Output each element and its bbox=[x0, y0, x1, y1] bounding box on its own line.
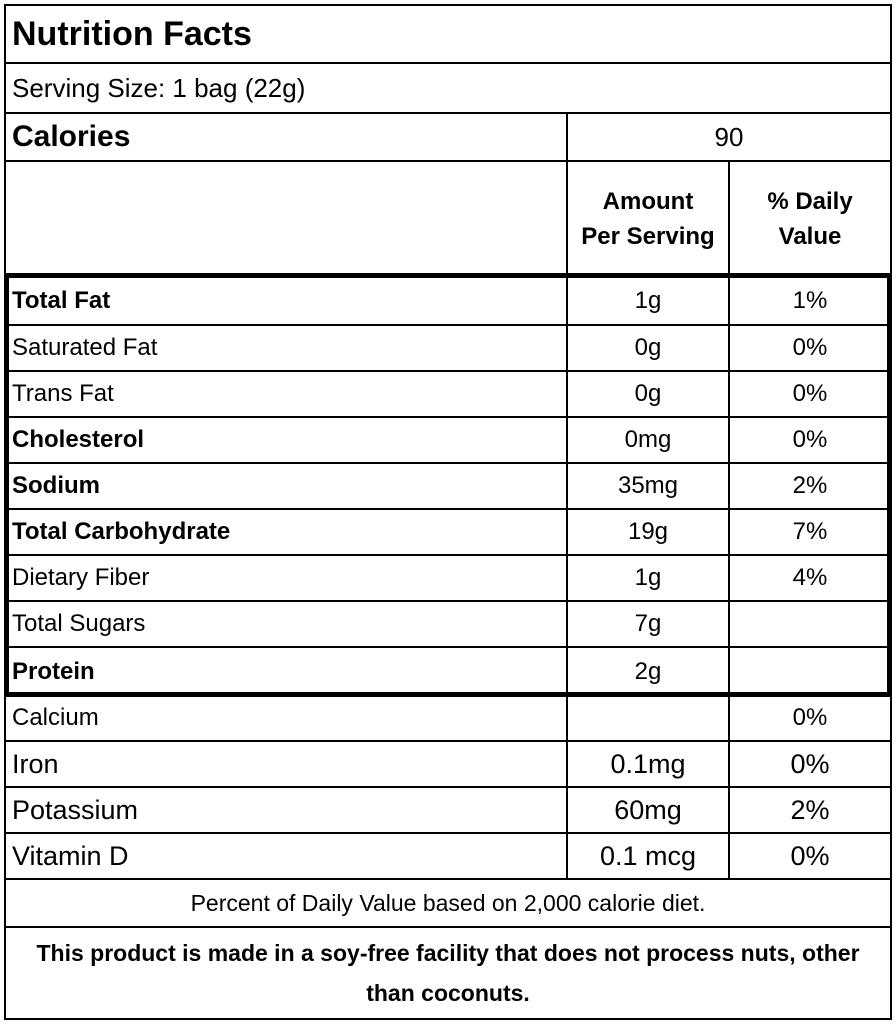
table-row bbox=[6, 602, 890, 648]
table-row bbox=[6, 510, 890, 556]
table-row bbox=[6, 742, 890, 788]
amount-header-line2: Per Serving bbox=[581, 223, 715, 250]
mineral-name: Calcium bbox=[12, 704, 99, 731]
facility-disclaimer: This product is made in a soy-free facility that does not process nuts, other than coconuts. bbox=[36, 939, 860, 1006]
mineral-daily-value: 2% bbox=[728, 788, 890, 832]
nutrient-amount: 1g bbox=[566, 278, 728, 324]
mineral-amount: 0.1 mcg bbox=[566, 834, 728, 878]
nutrient-name: Total Sugars bbox=[12, 610, 146, 637]
table-row bbox=[6, 788, 890, 834]
nutrition-facts-label bbox=[4, 4, 892, 1020]
mineral-amount: 60mg bbox=[566, 788, 728, 832]
daily-value-header bbox=[728, 162, 890, 278]
calories-row bbox=[6, 114, 890, 162]
nutrient-amount: 2g bbox=[566, 648, 728, 696]
mineral-amount: 0.1mg bbox=[566, 742, 728, 786]
table-row bbox=[6, 834, 890, 880]
nutrient-amount: 0mg bbox=[566, 418, 728, 462]
nutrient-name: Total Fat bbox=[12, 287, 111, 314]
nutrient-daily-value: 0% bbox=[728, 418, 890, 462]
mineral-name: Potassium bbox=[12, 794, 139, 825]
nutrient-name: Trans Fat bbox=[12, 380, 114, 407]
nutrient-daily-value: 4% bbox=[728, 556, 890, 600]
table-row bbox=[6, 696, 890, 742]
nutrient-amount: 19g bbox=[566, 510, 728, 554]
calories-label: Calories bbox=[12, 120, 131, 153]
nutrient-daily-value bbox=[728, 648, 890, 696]
column-header-row bbox=[6, 162, 890, 278]
nutrient-amount: 1g bbox=[566, 556, 728, 600]
table-row bbox=[6, 464, 890, 510]
mineral-daily-value: 0% bbox=[728, 834, 890, 878]
nutrient-daily-value: 7% bbox=[728, 510, 890, 554]
serving-size: Serving Size: 1 bag (22g) bbox=[12, 72, 306, 103]
nutrient-amount: 35mg bbox=[566, 464, 728, 508]
label-title: Nutrition Facts bbox=[12, 14, 252, 53]
amount-per-serving-header bbox=[566, 162, 728, 278]
mineral-daily-value: 0% bbox=[728, 696, 890, 740]
serving-size-row bbox=[6, 64, 890, 114]
nutrient-name: Total Carbohydrate bbox=[12, 518, 231, 545]
nutrient-name: Saturated Fat bbox=[12, 334, 158, 361]
nutrient-amount: 0g bbox=[566, 372, 728, 416]
calories-value: 90 bbox=[566, 114, 890, 160]
nutrient-daily-value: 1% bbox=[728, 278, 890, 324]
nutrient-daily-value: 0% bbox=[728, 326, 890, 370]
nutrient-name: Protein bbox=[12, 658, 95, 685]
amount-header-line1: Amount bbox=[602, 188, 694, 216]
table-row bbox=[6, 648, 890, 696]
mineral-name: Vitamin D bbox=[12, 840, 129, 871]
nutrient-amount: 7g bbox=[566, 602, 728, 646]
dv-header-line2: Value bbox=[778, 223, 842, 250]
mineral-amount bbox=[566, 696, 728, 740]
table-row bbox=[6, 372, 890, 418]
disclaimer-row bbox=[6, 928, 890, 1018]
dv-header-line1: % Daily bbox=[767, 188, 853, 216]
table-row bbox=[6, 278, 890, 326]
table-row bbox=[6, 556, 890, 602]
nutrient-amount: 0g bbox=[566, 326, 728, 370]
nutrient-daily-value: 0% bbox=[728, 372, 890, 416]
mineral-name: Iron bbox=[12, 748, 59, 779]
mineral-daily-value: 0% bbox=[728, 742, 890, 786]
header-blank bbox=[6, 162, 566, 278]
table-row bbox=[6, 418, 890, 464]
daily-value-footnote: Percent of Daily Value based on 2,000 calorie diet. bbox=[190, 889, 706, 916]
nutrient-name: Dietary Fiber bbox=[12, 564, 150, 591]
nutrient-daily-value bbox=[728, 602, 890, 646]
nutrient-name: Sodium bbox=[12, 472, 100, 499]
table-row bbox=[6, 326, 890, 372]
footnote-row bbox=[6, 880, 890, 928]
nutrient-name: Cholesterol bbox=[12, 426, 145, 453]
title-row bbox=[6, 6, 890, 64]
nutrient-daily-value: 2% bbox=[728, 464, 890, 508]
